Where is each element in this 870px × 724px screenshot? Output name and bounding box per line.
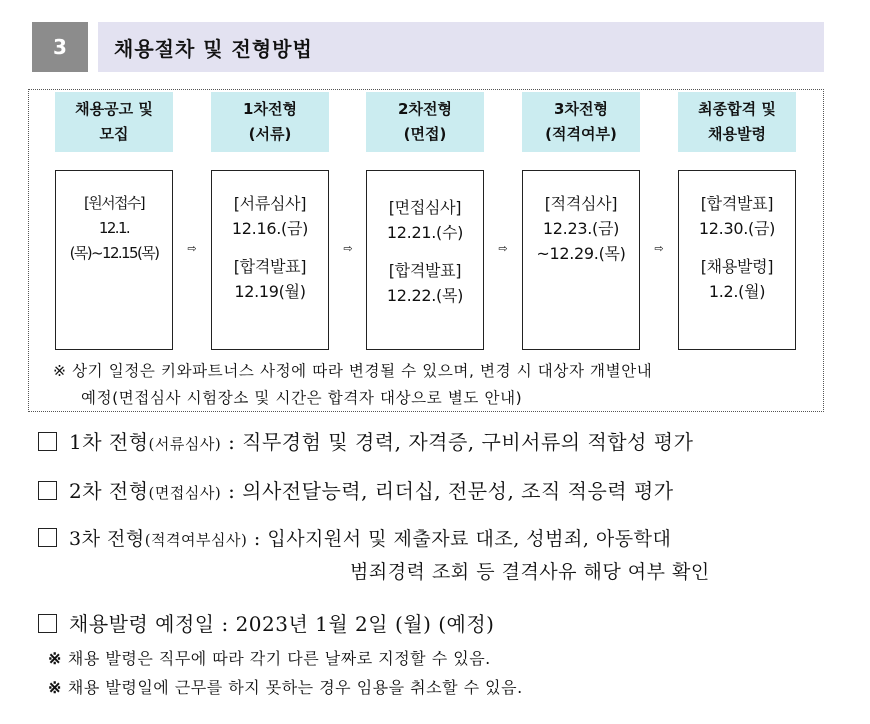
criteria-sub: (적격여부심사) (144, 531, 248, 549)
note-line: 예정(면접심사 시험장소 및 시간은 합격자 대상으로 별도 안내) (81, 389, 523, 407)
footnote-text: 채용 발령일에 근무를 하지 못하는 경우 임용을 취소할 수 있음. (67, 678, 523, 697)
checkbox-icon (38, 481, 57, 500)
process-box (28, 89, 824, 412)
criteria-sep: : (221, 430, 243, 454)
footnote-mark: ※ (48, 649, 62, 668)
checkbox-icon (38, 614, 57, 633)
card-line: [서류심사] (233, 194, 307, 213)
appointment-sep: : (214, 612, 236, 636)
card-line: 12.21.(수) (386, 223, 464, 242)
criteria-sep: : (221, 479, 243, 503)
stage-head-line: 최종합격 및 (698, 100, 776, 118)
card-line: 12.16.(금) (231, 219, 309, 238)
footnote (48, 647, 491, 671)
card-line: 12.23.(금) (542, 219, 620, 238)
criteria-sub: (면접심사) (148, 484, 222, 502)
footnote-text: 채용 발령은 직무에 따라 각기 다른 날짜로 지정할 수 있음. (67, 649, 491, 668)
card-line: [적격심사] (544, 194, 618, 213)
checkbox-icon (38, 528, 57, 547)
card-line: [합격발표] (233, 257, 307, 276)
stage-card-first (211, 170, 329, 350)
card-line: 12.30.(금) (698, 219, 776, 238)
criteria-label: 1차 전형 (69, 430, 149, 454)
appointment-item (38, 608, 494, 640)
section-title: 채용절차 및 전형방법 (98, 22, 824, 72)
stage-head-line: (면접) (403, 125, 447, 143)
criteria-desc: 의사전달능력, 리더십, 전문성, 조직 적응력 평가 (242, 479, 674, 503)
criteria-label: 3차 전형 (69, 528, 145, 550)
stage-head-line: 채용공고 및 (75, 100, 153, 118)
card-line: 12.1.(목)~12.15(목) (69, 219, 159, 262)
criteria-item-first (38, 426, 693, 460)
criteria-sub: (서류심사) (148, 435, 222, 453)
arrow-right-icon: ⇨ (343, 242, 353, 255)
checkbox-icon (38, 432, 57, 451)
stage-head-line: (서류) (248, 125, 292, 143)
stage-head-line: 2차전형 (398, 100, 452, 118)
note-line: ※ 상기 일정은 키와파트너스 사정에 따라 변경될 수 있으며, 변경 시 대상자 개별안내 (53, 362, 653, 380)
footnote (48, 676, 523, 700)
stage-head-final (678, 92, 796, 152)
stage-head-line: 채용발령 (708, 125, 766, 143)
stage-head-third (522, 92, 640, 152)
stage-head-line: 모집 (99, 125, 129, 143)
stage-head-line: (적격여부) (545, 125, 617, 143)
appointment-value: 2023년 1월 2일 (월) (예정) (235, 612, 495, 636)
stage-card-second (366, 170, 484, 350)
card-line: 1.2.(월) (708, 282, 766, 301)
criteria-item-second (38, 475, 674, 509)
footnote-mark: ※ (48, 678, 62, 697)
stage-card-recruit (55, 170, 173, 350)
criteria-item-third (38, 523, 710, 588)
arrow-right-icon: ⇨ (187, 242, 197, 255)
process-note (53, 358, 813, 412)
stage-head-first (211, 92, 329, 152)
card-line: [채용발령] (700, 257, 774, 276)
stage-card-third (522, 170, 640, 350)
arrow-right-icon: ⇨ (498, 242, 508, 255)
criteria-sep: : (247, 528, 268, 550)
stage-head-line: 3차전형 (554, 100, 608, 118)
stage-card-final (678, 170, 796, 350)
arrow-right-icon: ⇨ (654, 242, 664, 255)
card-line: [면접심사] (388, 198, 462, 217)
stage-head-recruit (55, 92, 173, 152)
criteria-desc: 직무경험 및 경력, 자격증, 구비서류의 적합성 평가 (242, 430, 694, 454)
card-line: [원서접수] (83, 194, 145, 212)
card-line: 12.22.(목) (386, 286, 464, 305)
criteria-label: 2차 전형 (69, 479, 149, 503)
appointment-label: 채용발령 예정일 (69, 612, 215, 636)
stage-head-line: 1차전형 (243, 100, 297, 118)
card-line: [합격발표] (700, 194, 774, 213)
card-line: 12.19(월) (234, 282, 306, 301)
stage-head-second (366, 92, 484, 152)
card-line: ~12.29.(목) (536, 244, 626, 263)
criteria-desc: 입사지원서 및 제출자료 대조, 성범죄, 아동학대 (267, 528, 672, 550)
card-line: [합격발표] (388, 261, 462, 280)
criteria-desc-cont: 범죄경력 조회 등 결격사유 해당 여부 확인 (350, 561, 710, 583)
section-number: 3 (32, 22, 88, 72)
